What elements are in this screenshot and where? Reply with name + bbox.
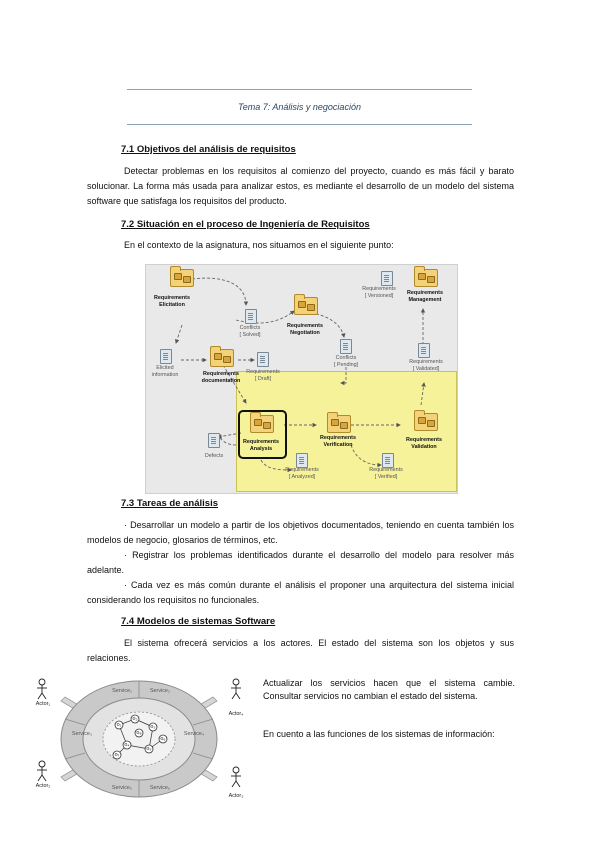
service-label-1: Service₁ [112,688,132,694]
verified-doc-icon [382,453,394,468]
section-7-1-paragraph: Detectar problemas en los requisitos al comienzo del proyecto, cuando es más fácil y barato solucionar. La forma más usada para analizar estos, es mediante el desarrollo de un modelo del sistema software que satisfaga los requisitos del producto. [87,166,514,206]
services-diagram [27,675,251,803]
analysis-label: Requirements Analysis [243,439,279,452]
actor-1-label: Actor₁ [35,701,51,707]
service-label-4: Service₄ [183,731,205,737]
task-bullet-1: · Desarrollar un modelo a partir de los objetivos documentados, teniendo en cuenta también los modelos de negocio, glosarios de términos, etc. [87,520,514,545]
conflicts-solved-label: Conflicts [ Solved] [239,325,261,338]
task-bullet-2: · Registrar los problemas identificados durante el desarrollo del modelo para resolver más adelante. [87,550,514,575]
object-o7: o₇ [114,752,120,758]
services-side-paragraph-1: Actualizar los servicios hacen que el sistema cambie. Consultar servicios no cambian el estado del sistema. [263,678,515,701]
versioned-label: Requirements [ Versioned] [362,286,396,299]
validated-label: Requirements [ Validated] [409,359,443,372]
defects-doc-icon [208,433,220,448]
header-bottom-rule [127,124,472,125]
validation-label: Requirements Validation [406,437,442,450]
page-header-title: Tema 7: Análisis y negociación [238,102,361,112]
documentation-label: Requirements documentation [201,371,241,384]
actor-3-label: Actor₃ [228,793,244,799]
elicited-label: Elicited information [151,365,179,378]
elicitation-label: Requirements Elicitation [154,295,190,308]
object-o1: o₁ [116,722,122,728]
section-7-2-paragraph: En el contexto de la asignatura, nos situamos en el siguiente punto: [124,240,394,250]
validation-folder-icon [414,413,438,431]
defects-label: Defects [204,453,224,459]
task-bullet-3: · Cada vez es más común durante el análisis el proponer una arquitectura del sistema inicial considerando los requisitos no funcionales. [87,580,514,605]
object-o8: o₈ [136,730,142,736]
object-o5: o₅ [146,746,152,752]
management-folder-icon [414,269,438,287]
validated-doc-icon [418,343,430,358]
elicited-doc-icon [160,349,172,364]
actor-4-label: Actor₄ [228,711,244,717]
header-top-rule [127,89,472,90]
draft-doc-icon [257,352,269,367]
verification-folder-icon [327,415,351,433]
analyzed-doc-icon [296,453,308,468]
object-o6: o₆ [160,736,166,742]
negotiation-folder-icon [294,297,318,315]
section-7-4-paragraph: El sistema ofrecerá servicios a los actores. El estado del sistema son los objetos y sus relaciones. [87,638,514,663]
requirements-process-diagram [145,264,458,494]
service-label-2: Service₂ [149,688,171,694]
service-label-5: Service₅ [111,785,133,791]
conflicts-pending-label: Conflicts [ Pending] [333,355,359,368]
negotiation-label: Requirements Negotiation [287,323,323,336]
versioned-doc-icon [381,271,393,286]
management-label: Requirements Management [407,290,443,303]
service-label-6: Service₆ [149,785,171,791]
verified-label: Requirements [ Verified] [369,467,403,480]
conflicts-solved-doc-icon [245,309,257,324]
analysis-folder-icon [250,415,274,433]
conflicts-pending-doc-icon [340,339,352,354]
object-o2: o₂ [132,716,138,722]
section-heading-7-2: 7.2 Situación en el proceso de Ingeniería de Requisitos [121,219,370,230]
actor-figures [27,675,251,803]
service-label-3: Service₃ [71,731,93,737]
section-heading-7-1: 7.1 Objetivos del análisis de requisitos [121,144,296,155]
draft-label: Requirements [ Draft] [246,369,280,382]
object-o4: o₄ [124,742,130,748]
verification-label: Requirements Verification [320,435,356,448]
section-heading-7-3: 7.3 Tareas de análisis [121,498,218,509]
section-heading-7-4: 7.4 Modelos de sistemas Software [121,616,276,627]
documentation-folder-icon [210,349,234,367]
actor-2-label: Actor₂ [35,783,51,789]
services-side-paragraph-2: En cuento a las funciones de los sistemas de información: [263,729,495,739]
analyzed-label: Requirements [ Analyzed] [285,467,319,480]
object-o3: o₃ [150,724,156,730]
elicitation-folder-icon [170,269,194,287]
